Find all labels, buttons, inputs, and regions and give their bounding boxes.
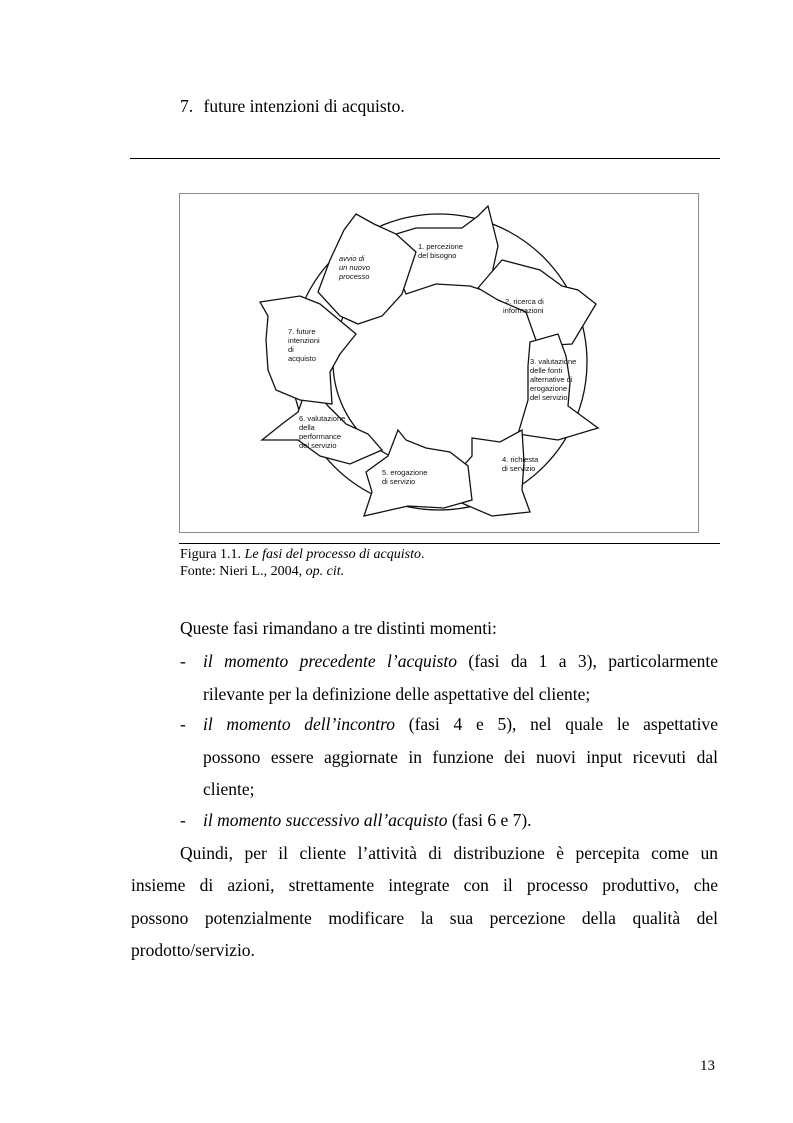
list-dash: -	[180, 714, 186, 734]
step-5-line-1: 5. erogazione	[382, 468, 428, 477]
moment-3-term: il momento successivo all’acquisto	[203, 810, 448, 830]
figure-caption-rule	[179, 543, 720, 544]
step-8-line-1: avvio di	[339, 254, 365, 263]
moment-item-3	[180, 804, 718, 837]
list-dash: -	[180, 651, 186, 671]
step-3-line-4: erogazione	[530, 384, 568, 393]
step-6-line-4: del servizio	[299, 441, 337, 450]
step-label-2	[503, 297, 546, 315]
page-number: 13	[700, 1058, 715, 1074]
moment-3-rest: (fasi 6 e 7).	[447, 810, 532, 830]
moments-intro: Queste fasi rimandano a tre distinti momenti:	[180, 618, 497, 638]
moment-item-2	[180, 708, 718, 806]
step-3-line-3: alternative di	[530, 375, 573, 384]
step-7-line-1: 7. future	[288, 327, 316, 336]
moment-2-line-3: cliente;	[203, 779, 255, 799]
moment-item-1	[180, 645, 718, 710]
moment-2-rest: (fasi 4 e 5), nel quale le aspettative	[395, 714, 718, 734]
figure-caption-title: Le fasi del processo di acquisto	[244, 547, 421, 562]
step-1-line-1: 1. percezione	[418, 242, 464, 251]
section-divider	[130, 158, 720, 159]
step-6-line-1: 6. valutazione	[299, 414, 346, 423]
step-4-line-2: di servizio	[502, 464, 536, 473]
step-label-3	[530, 357, 578, 402]
step-7-line-3: di	[288, 345, 294, 354]
list-item-number: 7.	[180, 96, 194, 116]
step-2-line-1: 2. ricerca di	[505, 297, 544, 306]
conclusion-line-4: prodotto/servizio.	[131, 940, 255, 960]
list-item-text: future intenzioni di acquisto.	[203, 96, 405, 116]
step-label-4	[502, 455, 540, 473]
step-3-line-1: 3. valutazione	[530, 357, 577, 366]
moment-1-rest: (fasi da 1 a 3), particolarmente	[457, 651, 718, 671]
figure-caption-title-line	[180, 546, 424, 563]
conclusion-line-3: possono potenzialmente modificare la sua percezione della qualità del	[131, 908, 718, 928]
moment-1-line-2: rilevante per la definizione delle aspettative del cliente;	[203, 683, 591, 704]
figure-caption-source-ref: op. cit.	[305, 564, 345, 579]
purchase-cycle-diagram	[180, 194, 698, 532]
step-1-line-2: del bisogno	[418, 251, 457, 260]
figure-caption	[180, 546, 424, 580]
process-diagram	[179, 193, 699, 533]
figure-caption-source	[180, 563, 424, 580]
step-4-line-1: 4. richiesta	[502, 455, 539, 464]
moment-3-line-1	[203, 804, 718, 837]
step-3-line-5: del servizio	[530, 393, 568, 402]
conclusion-line-1: Quindi, per il cliente l’attività di distribuzione è percepita come un	[180, 843, 718, 863]
step-8-line-3: processo	[339, 272, 370, 281]
step-7-line-2: intenzioni	[288, 336, 320, 345]
moment-1-term: il momento precedente l’acquisto	[203, 651, 458, 671]
figure-caption-title-end: .	[420, 547, 425, 562]
figure-caption-label: Figura 1.1.	[180, 547, 242, 562]
moment-1-line-1	[203, 645, 718, 678]
figure-caption-source-prefix: Fonte: Nieri L., 2004,	[180, 564, 303, 579]
list-dash: -	[180, 810, 186, 830]
moment-2-term: il momento dell’incontro	[203, 714, 396, 734]
step-8-line-2: un nuovo	[339, 263, 370, 272]
step-7-line-4: acquisto	[288, 354, 316, 363]
moment-2-line-2: possono essere aggiornate in funzione dei nuovi input ricevuti dal	[203, 746, 718, 767]
step-2-line-2: informazioni	[503, 306, 544, 315]
list-item-7	[180, 90, 405, 123]
step-6-line-3: performance	[299, 432, 342, 441]
step-6-line-2: della	[299, 423, 315, 432]
conclusion-line-2: insieme di azioni, strettamente integrate con il processo produttivo, che	[131, 875, 718, 895]
moment-2-line-1	[203, 708, 718, 741]
step-3-line-2: delle fonti	[530, 366, 563, 375]
step-5-line-2: di servizio	[382, 477, 416, 486]
